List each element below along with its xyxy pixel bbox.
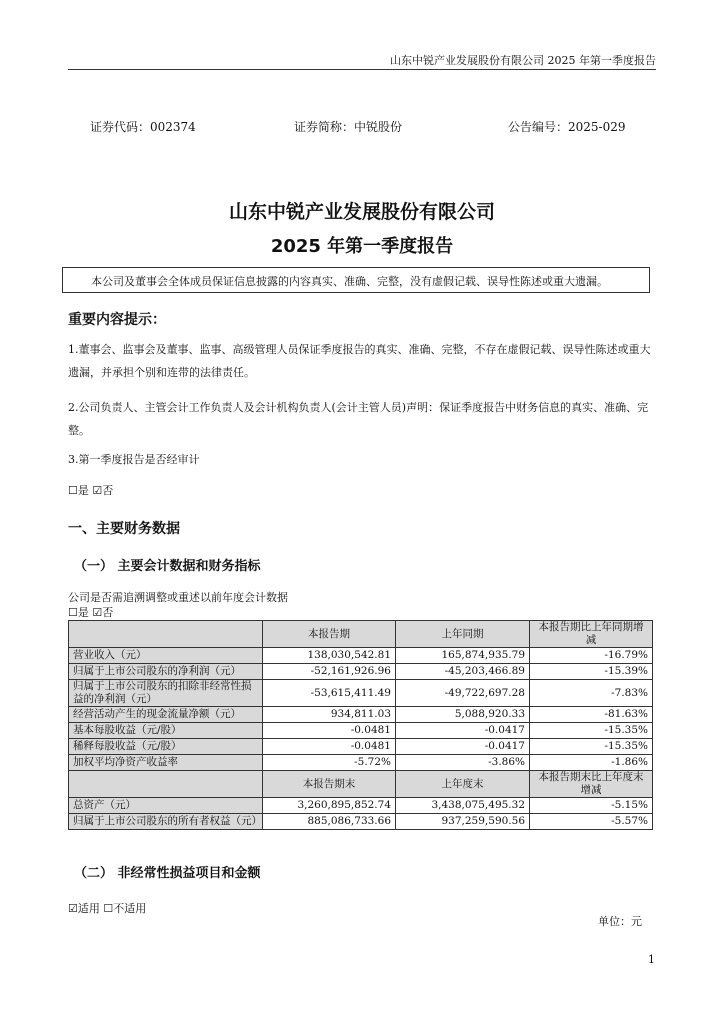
unit-label: 单位：元	[598, 915, 642, 928]
value-cell: -5.15%	[530, 798, 653, 814]
table-header-row	[69, 621, 653, 648]
audit-checkbox: ☐是 ☑否	[68, 484, 114, 497]
financial-data-table	[68, 620, 653, 830]
value-cell: 937,259,590.56	[396, 814, 530, 830]
table-header-cell: 上年同期	[396, 621, 530, 648]
notice-number: 公告编号：2025-029	[508, 120, 626, 134]
stock-code: 证券代码：002374	[90, 120, 196, 134]
table-header-row	[69, 771, 653, 798]
table-row	[69, 707, 653, 723]
value-cell: -0.0481	[263, 723, 396, 739]
table-row	[69, 664, 653, 680]
value-cell: -5.57%	[530, 814, 653, 830]
subsection-non-recurring: （二） 非经常性损益项目和金额	[74, 866, 261, 881]
value-cell: -52,161,926.96	[263, 664, 396, 680]
value-cell: -0.0417	[396, 739, 530, 755]
row-label: 归属于上市公司股东的扣除非经常性损益的净利润（元）	[69, 680, 263, 707]
value-cell: -1.86%	[530, 755, 653, 771]
value-cell: 885,086,733.66	[263, 814, 396, 830]
company-title: 山东中锐产业发展股份有限公司	[228, 201, 495, 223]
restatement-checkbox: ☐是 ☑否	[68, 606, 114, 619]
value-cell: 3,260,895,852.74	[263, 798, 396, 814]
table-row	[69, 755, 653, 771]
table-header-cell: 本报告期末比上年度末增减	[530, 771, 653, 798]
table-row	[69, 739, 653, 755]
report-title: 2025 年第一季度报告	[270, 236, 454, 257]
row-label: 加权平均净资产收益率	[69, 755, 263, 771]
assurance-notice: 本公司及董事会全体成员保证信息披露的内容真实、准确、完整，没有虚假记载、误导性陈述或重大遗漏。	[62, 267, 650, 293]
table-row	[69, 798, 653, 814]
row-label: 基本每股收益（元/股）	[69, 723, 263, 739]
value-cell: -49,722,697.28	[396, 680, 530, 707]
row-label: 营业收入（元）	[69, 648, 263, 664]
subsection-accounting-data: （一） 主要会计数据和财务指标	[74, 559, 261, 574]
important-item-3: 3.第一季度报告是否经审计	[68, 453, 200, 466]
value-cell: 5,088,920.33	[396, 707, 530, 723]
table-row	[69, 680, 653, 707]
restatement-question: 公司是否需追溯调整或重述以前年度会计数据	[68, 591, 288, 604]
table-row	[69, 814, 653, 830]
row-label: 归属于上市公司股东的所有者权益（元）	[69, 814, 263, 830]
row-label: 经营活动产生的现金流量净额（元）	[69, 707, 263, 723]
table-header-cell: 本报告期	[263, 621, 396, 648]
value-cell: 934,811.03	[263, 707, 396, 723]
value-cell: -16.79%	[530, 648, 653, 664]
value-cell: -5.72%	[263, 755, 396, 771]
table-header-cell	[69, 621, 263, 648]
value-cell: -81.63%	[530, 707, 653, 723]
important-item-1: 1.董事会、监事会及董事、监事、高级管理人员保证季度报告的真实、准确、完整，不存在虚假记载、误导性陈述或重大遗漏，并承担个别和连带的法律责任。	[68, 343, 651, 379]
table-header-cell	[69, 771, 263, 798]
table-row	[69, 723, 653, 739]
applicable-checkbox: ☑适用 ☐不适用	[68, 902, 147, 915]
value-cell: -15.39%	[530, 664, 653, 680]
value-cell: 3,438,075,495.32	[396, 798, 530, 814]
value-cell: -45,203,466.89	[396, 664, 530, 680]
table-row	[69, 648, 653, 664]
section-main-financial-data: 一、主要财务数据	[68, 521, 180, 537]
important-item-2: 2.公司负责人、主管会计工作负责人及会计机构负责人(会计主管人员)声明：保证季度报告中财务信息的真实、准确、完整。	[68, 401, 649, 437]
table-header-cell: 本报告期末	[263, 771, 396, 798]
stock-abbreviation: 证券简称：中锐股份	[294, 120, 403, 134]
row-label: 归属于上市公司股东的净利润（元）	[69, 664, 263, 680]
important-heading: 重要内容提示：	[68, 312, 166, 328]
value-cell: -0.0481	[263, 739, 396, 755]
value-cell: -53,615,411.49	[263, 680, 396, 707]
table-header-cell: 上年度末	[396, 771, 530, 798]
row-label: 总资产（元）	[69, 798, 263, 814]
value-cell: -3.86%	[396, 755, 530, 771]
value-cell: 165,874,935.79	[396, 648, 530, 664]
header-rule	[68, 69, 656, 70]
table-header-cell: 本报告期比上年同期增减	[530, 621, 653, 648]
value-cell: -0.0417	[396, 723, 530, 739]
row-label: 稀释每股收益（元/股）	[69, 739, 263, 755]
value-cell: -15.35%	[530, 723, 653, 739]
running-header: 山东中锐产业发展股份有限公司 2025 年第一季度报告	[390, 54, 656, 67]
page-number: 1	[648, 953, 655, 966]
value-cell: 138,030,542.81	[263, 648, 396, 664]
value-cell: -15.35%	[530, 739, 653, 755]
value-cell: -7.83%	[530, 680, 653, 707]
